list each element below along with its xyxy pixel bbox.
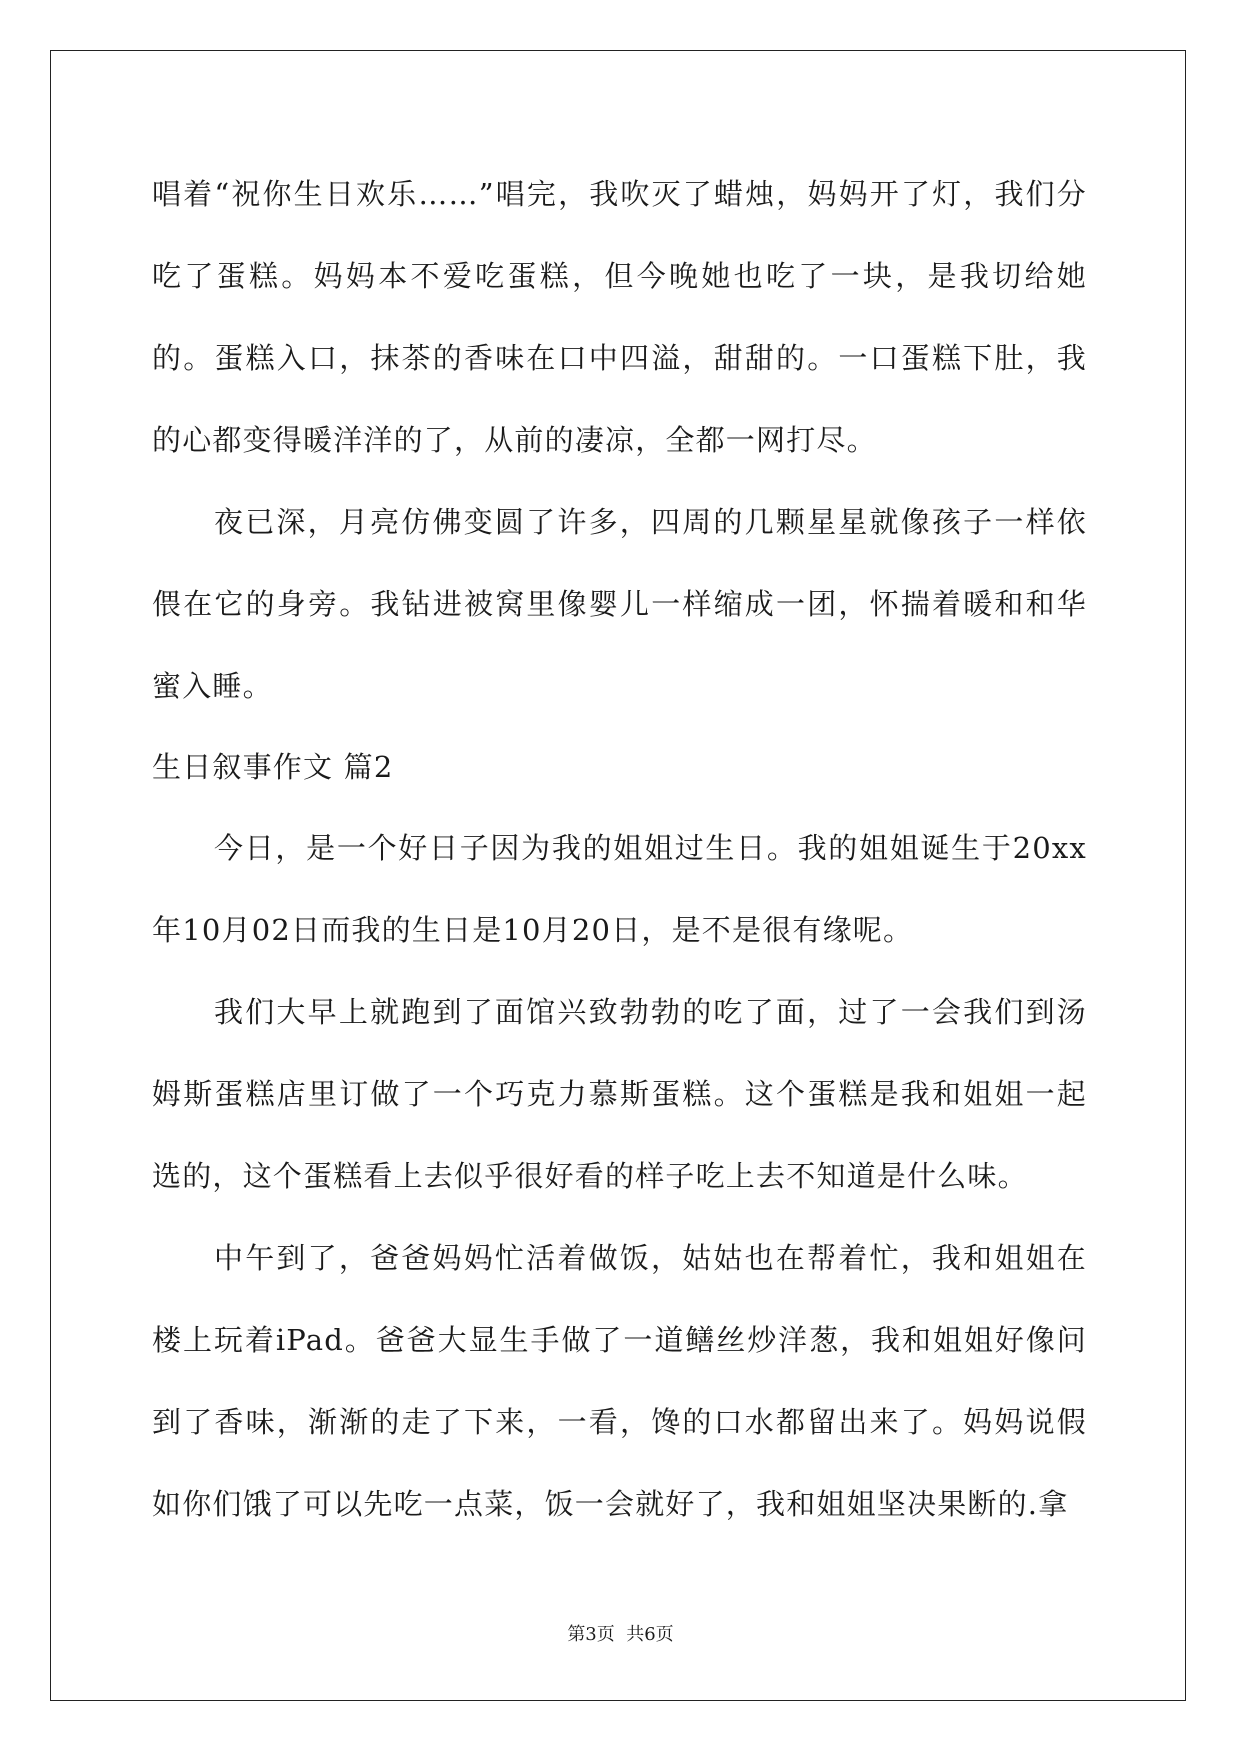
document-body (152, 153, 1087, 1545)
paragraph-5: 中午到了，爸爸妈妈忙活着做饭，姑姑也在帮着忙，我和姐姐在楼上玩着iPad。爸爸大显生手做了一道鳝丝炒洋葱，我和姐姐好像问到了香味，渐渐的走了下来，一看，馋的口水都留出来了。妈妈说假如你们饿了可以先吃一点菜，饭一会就好了，我和姐姐坚决果断的.拿 (152, 1241, 1087, 1521)
paragraph-3: 今日，是一个好日子因为我的姐姐过生日。我的姐姐诞生于20xx年10月02日而我的生日是10月20日，是不是很有缘呢。 (152, 831, 1087, 947)
section-heading: 生日叙事作文 篇2 (152, 750, 394, 784)
page-number-footer: 第3页 共6页 (567, 1624, 674, 1645)
paragraph-1: 唱着“祝你生日欢乐……”唱完，我吹灭了蜡烛，妈妈开了灯，我们分吃了蛋糕。妈妈本不爱吃蛋糕，但今晚她也吃了一块，是我切给她的。蛋糕入口，抹茶的香味在口中四溢，甜甜的。一口蛋糕下肚，我的心都变得暖洋洋的了，从前的凄凉，全都一网打尽。 (152, 177, 1087, 457)
paragraph-2: 夜已深，月亮仿佛变圆了许多，四周的几颗星星就像孩子一样依偎在它的身旁。我钻进被窝里像婴儿一样缩成一团，怀揣着暖和和华蜜入睡。 (152, 505, 1087, 703)
paragraph-4: 我们大早上就跑到了面馆兴致勃勃的吃了面，过了一会我们到汤姆斯蛋糕店里订做了一个巧克力慕斯蛋糕。这个蛋糕是我和姐姐一起选的，这个蛋糕看上去似乎很好看的样子吃上去不知道是什么味。 (152, 995, 1087, 1193)
